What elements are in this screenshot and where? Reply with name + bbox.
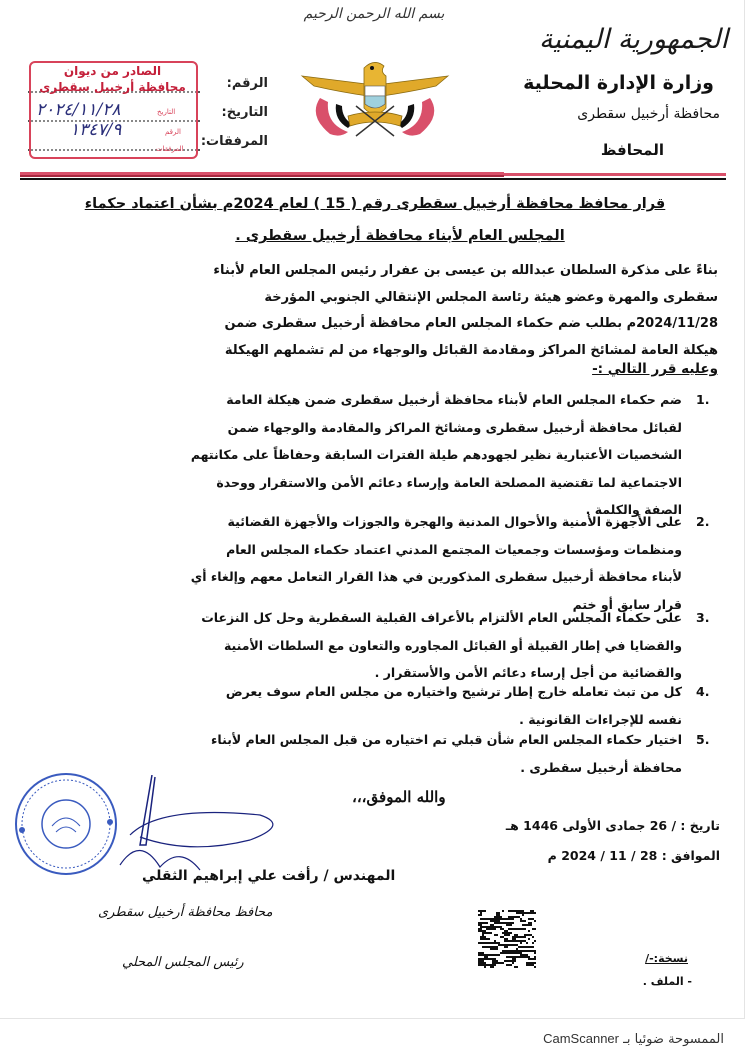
item-line: نفسه للإجراءات القانونية . <box>519 711 682 727</box>
header-divider-black <box>20 178 504 180</box>
attachments-label: المرفقات: <box>200 134 268 149</box>
preamble-line: سقطرى والمهرة وعضو هيئة رئاسة المجلس الإنتقالي الجنوبي المؤرخة <box>264 289 718 305</box>
closing-phrase: والله الموفق،،، <box>352 788 446 806</box>
decision-item-5 <box>82 726 722 781</box>
date-label: التاريخ: <box>221 105 268 120</box>
item-line: ضم حكماء المجلس العام لأبناء محافظة أرخبيل سقطرى ضمن هيكلة العامة <box>226 392 682 407</box>
stamp-attachments-label: المرفقات <box>156 145 184 153</box>
governorate-name: محافظة أرخبيل سقطرى <box>577 106 720 122</box>
item-line: على حكماء المجلس العام الألتزام بالأعراف القبلية السقطرية وحل كل النزعات <box>201 610 682 625</box>
item-line: لقبائل محافظة أرخبيل سقطرى ومشائخ المراكز والمقادمة والوجهاء ضمن <box>227 419 682 435</box>
item-line: اختيار حكماء المجلس العام شأن قبلي تم اختياره من قبل المجلس العام لأبناء <box>211 732 682 747</box>
header-divider-black-right <box>504 178 726 180</box>
item-line: ومنظمات ومؤسسات وجمعيات المجتمع المدني اعتماد حكماء المجلس العام <box>226 541 682 557</box>
gregorian-date: الموافق : 28 / 11 / 2024 م <box>547 848 720 863</box>
camscanner-footer <box>543 1031 724 1047</box>
basmala: بسم الله الرحمن الرحيم <box>303 6 445 22</box>
stamp-number-label: الرقم <box>165 128 181 136</box>
preamble-line: بناءً على مذكرة السلطان عبدالله بن عيسى بن عفرار رئيس المجلس العام لأبناء <box>213 263 718 278</box>
item-line: الشخصيات الأعتبارية نظير لجهودهم طيلة الفترات السابقة وحفاظاً على مكانتهم <box>190 447 682 462</box>
item-line: محافظة أرخبيل سقطرى . <box>520 759 682 775</box>
file-copy: - الملف . <box>642 975 692 988</box>
stamp-date-label: التاريخ <box>157 108 176 116</box>
signatory-title-governor: محافظ محافظة أرخبيل سقطرى <box>98 905 273 920</box>
hijri-date: تاريخ : / 26 جمادى الأولى 1446 هـ <box>505 818 720 833</box>
stamp-handwritten-date: ٢٠٢٤/١١/٢٨ <box>36 100 121 120</box>
stamp-line-1: الصادر من ديوان <box>63 64 162 78</box>
decision-title-line-2 <box>150 228 650 244</box>
signatory-name: المهندس / رأفت علي إبراهيم الثقلي <box>142 868 396 884</box>
camscanner-brand: CamScanner <box>543 1031 619 1046</box>
preamble <box>158 258 718 364</box>
item-line: الاجتماعية لما تقتضية المصلحة العامة وإرساء دعائم الأمن والاستقرار ووحدة <box>216 474 682 490</box>
item-number: 3. <box>696 610 710 625</box>
item-number: 4. <box>696 684 710 699</box>
item-line: والقضائية من أجل إرساء دعائم الأمن والأستقرار . <box>374 665 682 680</box>
item-line: الصفة والكلمة . <box>585 502 682 517</box>
decision-title-line-1: قرار محافظ محافظة أرخبيل سقطرى رقم ( 15 ) لعام 2024م بشأن اعتماد حكماء <box>84 196 666 212</box>
decision-item-3 <box>82 604 722 687</box>
number-label: الرقم: <box>226 76 268 91</box>
signatory-title-council: رئيس المجلس المحلي <box>122 955 244 970</box>
item-line: لأبناء محافظة أرخبيل سقطرى المذكورين في هذا القرار التعامل معهم وإلغاء أي <box>190 569 682 584</box>
stamp-handwritten-number: ١٣٤٧/٩ <box>70 120 122 140</box>
decision-item-4 <box>82 678 722 733</box>
preamble-line: 2024/11/28م بطلب ضم حكماء المجلس العام محافظة أرخبيل سقطرى ضمن <box>224 316 718 331</box>
header-divider-pink-right <box>504 173 726 176</box>
decision-item-2 <box>82 508 722 618</box>
stamp-line-2: محافظة أرخبيل سقطرى <box>39 80 186 94</box>
item-number: 5. <box>696 732 710 747</box>
qr-code-icon <box>478 910 536 968</box>
copies-label: نسخة:-/ <box>645 952 688 965</box>
camscanner-prefix: الممسوحة ضوئيا بـ <box>623 1032 724 1047</box>
preamble-line: هيكلة العامة لمشائخ المراكز ومقادمة القبائل والوجهاء من لم تشملهم الهيكلة <box>224 342 718 358</box>
yemen-eagle-emblem-icon <box>300 46 450 142</box>
item-number: 1. <box>696 392 710 407</box>
item-line: قرار سابق أو ختم <box>572 596 682 612</box>
header-divider-red <box>20 175 504 177</box>
decision-title-line-2-text: المجلس العام لأبناء محافظة أرخبيل سقطرى . <box>235 228 565 244</box>
office-name: المحافظ <box>600 141 664 159</box>
item-line: والقضايا في إطار القبيلة أو القبائل المجاوره والتعاون مع السلطات الأمنية <box>223 637 682 653</box>
decision-item-1 <box>82 386 722 524</box>
item-line: على الأجهزة الأمنية والأحوال المدنية والهجرة والجوزات والأجهزة القضائية <box>227 514 682 529</box>
republic-name: الجمهورية اليمنية <box>538 24 728 55</box>
item-number: 2. <box>696 514 710 529</box>
decision-heading: وعليه قرر التالي :- <box>592 361 718 377</box>
item-line: كل من تبث تعامله خارج إطار ترشيح واختياره من مجلس العام سوف يعرض <box>225 684 682 699</box>
ministry-name: وزارة الإدارة المحلية <box>523 72 714 94</box>
